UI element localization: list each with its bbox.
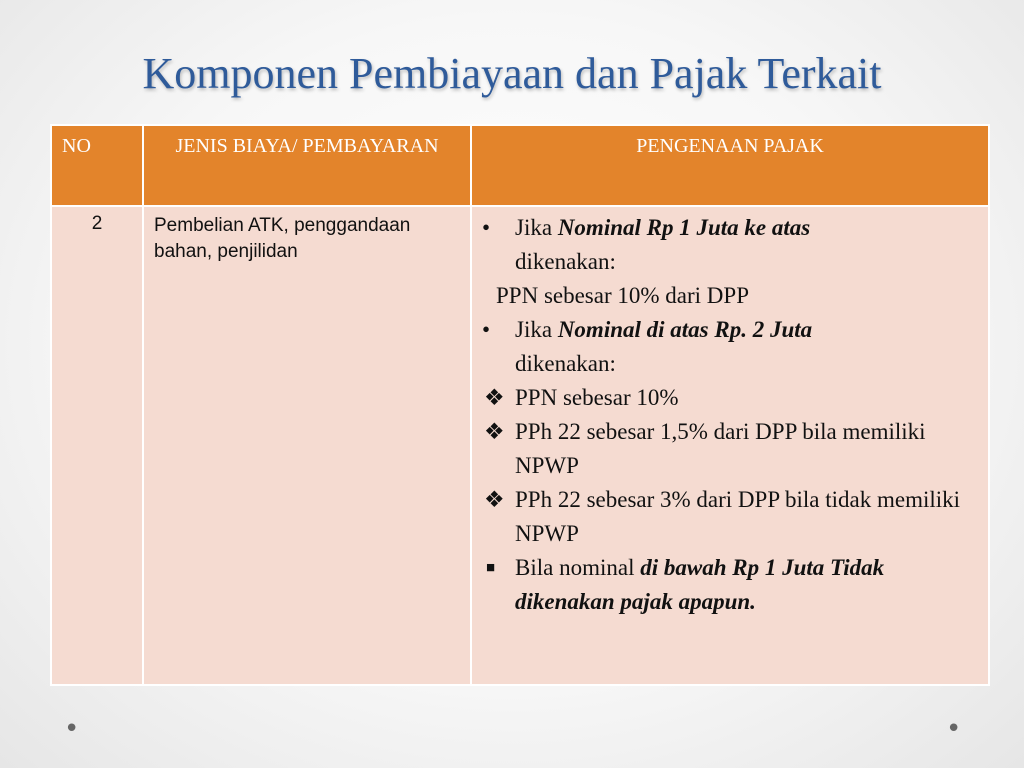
slide-title: Komponen Pembiayaan dan Pajak Terkait — [142, 49, 882, 98]
square-bullet-icon: ■ — [486, 560, 496, 576]
item3-prefix: Bila nominal — [515, 555, 641, 580]
diamond-icon: ❖ — [484, 419, 505, 444]
bullet-icon: • — [482, 215, 491, 240]
item2-prefix: Jika — [515, 317, 558, 342]
cell-jenis-biaya: Pembelian ATK, penggandaan bahan, penjilidan — [143, 206, 471, 685]
item1-suffix: dikenakan: — [515, 249, 616, 274]
sub-item-pph-npwp: PPh 22 sebesar 1,5% dari DPP bila memiliki NPWP — [515, 419, 926, 478]
nav-dot-right[interactable] — [944, 714, 962, 744]
list-item — [482, 551, 982, 619]
item3-bold: di bawah Rp 1 Juta Tidak dikenakan pajak apapun. — [515, 555, 885, 614]
sub-item-pph-non-npwp: PPh 22 sebesar 3% dari DPP bila tidak memiliki NPWP — [515, 487, 961, 546]
dot-right-icon: • — [946, 714, 962, 744]
bullet-icon: • — [482, 317, 491, 342]
item1-prefix: Jika — [515, 215, 558, 240]
item1-bold: Nominal Rp 1 Juta ke atas — [557, 215, 811, 240]
dot-left-icon: • — [64, 714, 80, 744]
tax-table — [50, 124, 990, 686]
list-item-detail — [482, 279, 982, 313]
nav-dot-left[interactable] — [62, 714, 80, 744]
list-item — [482, 483, 982, 551]
item2-suffix: dikenakan: — [515, 351, 616, 376]
item1-detail: PPN sebesar 10% dari DPP — [496, 283, 749, 308]
diamond-icon: ❖ — [484, 487, 505, 512]
list-item — [482, 211, 982, 279]
table-row — [51, 206, 989, 685]
list-item — [482, 381, 982, 415]
diamond-icon: ❖ — [484, 385, 505, 410]
table-header-row — [51, 125, 989, 206]
item2-bold: Nominal di atas Rp. 2 Juta — [557, 317, 813, 342]
list-item — [482, 313, 982, 381]
cell-no: 2 — [51, 206, 143, 685]
header-no: NO — [51, 125, 143, 206]
list-item — [482, 415, 982, 483]
header-jenis-biaya: JENIS BIAYA/ PEMBAYARAN — [143, 125, 471, 206]
sub-item-ppn: PPN sebesar 10% — [515, 385, 679, 410]
header-pengenaan-pajak: PENGENAAN PAJAK — [471, 125, 989, 206]
cell-pengenaan-pajak — [471, 206, 989, 685]
